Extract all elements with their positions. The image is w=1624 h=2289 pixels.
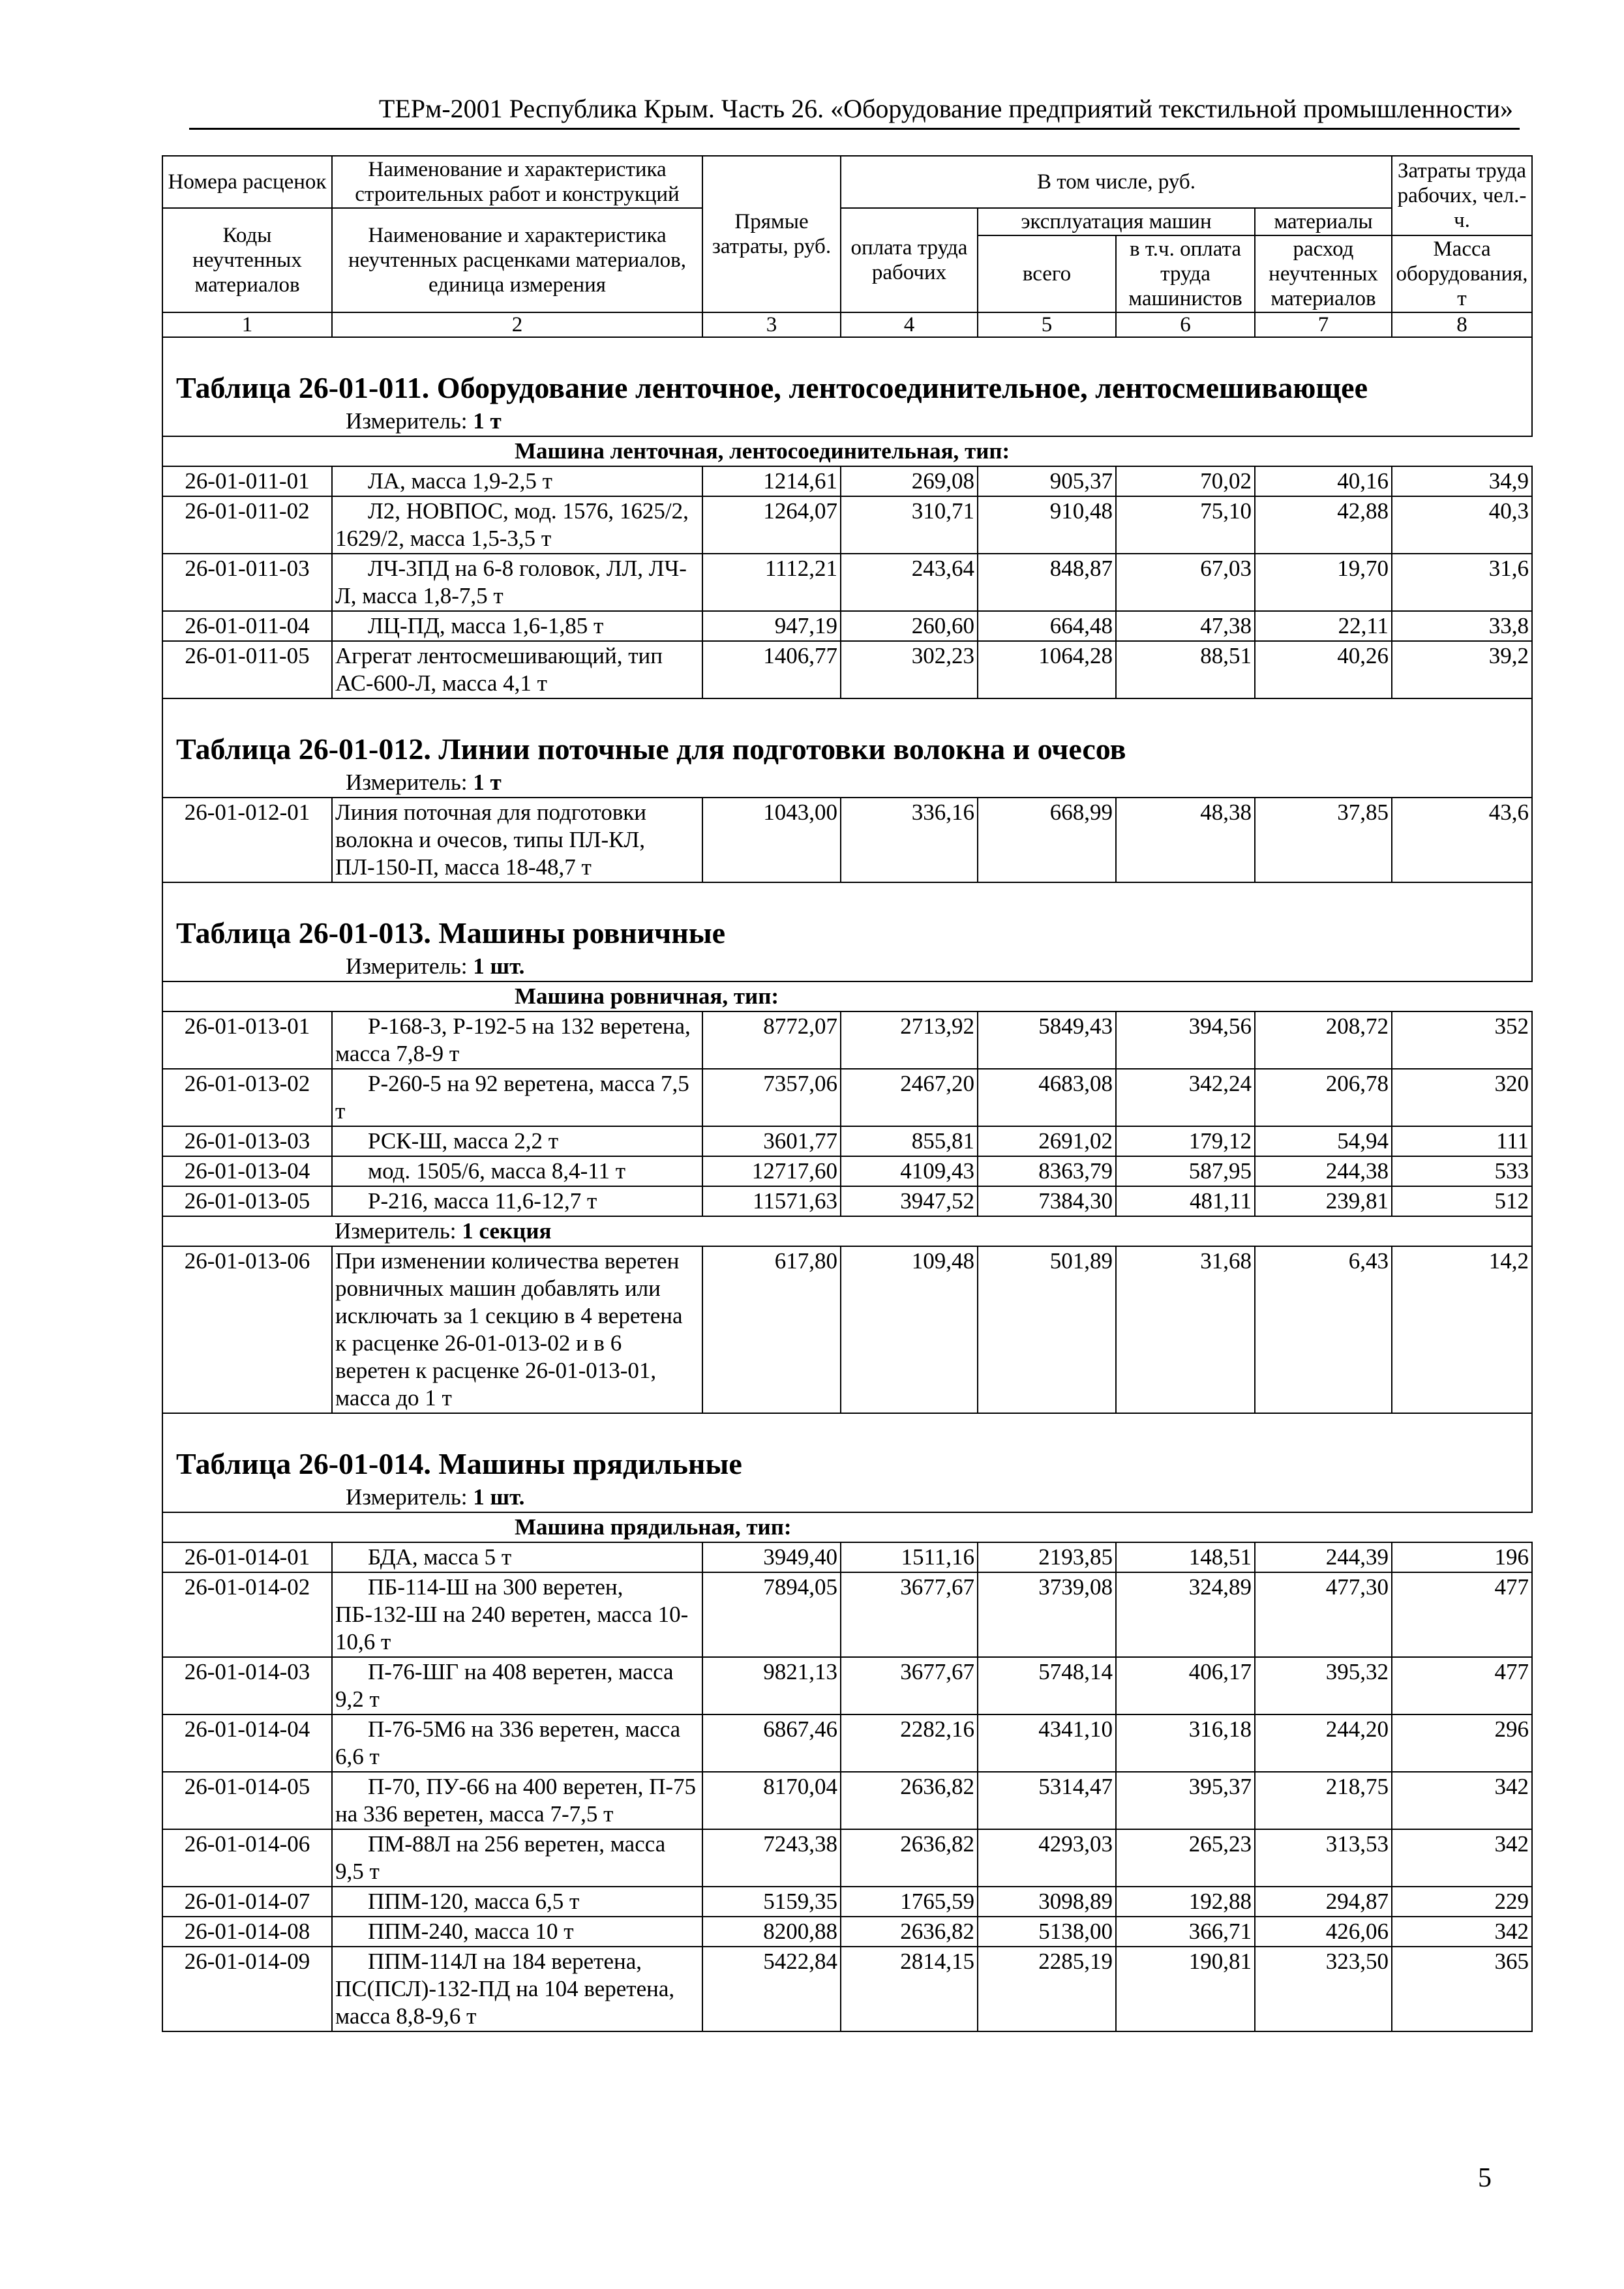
value-materials: 218,75 bbox=[1255, 1772, 1392, 1829]
rate-code: 26-01-012-01 bbox=[162, 798, 332, 882]
rate-name-cell bbox=[332, 1246, 702, 1413]
col-work-name: Наименование и характеристика строительных работ и конструкций bbox=[332, 156, 702, 208]
value-machinists: 47,38 bbox=[1116, 611, 1255, 641]
header-rule bbox=[189, 85, 1520, 130]
table-row bbox=[162, 1714, 1532, 1772]
col-machine-ops: эксплуатация машин bbox=[978, 208, 1255, 235]
value-direct: 1264,07 bbox=[702, 496, 841, 554]
value-machines: 848,87 bbox=[978, 554, 1116, 611]
value-labor: 43,6 bbox=[1392, 798, 1532, 882]
rate-name: Р-260-5 на 92 веретена, масса 7,5 т bbox=[335, 1071, 689, 1124]
subheader-row bbox=[162, 436, 1532, 466]
value-materials: 294,87 bbox=[1255, 1887, 1392, 1917]
col-number: 3 bbox=[702, 312, 841, 337]
rate-name: мод. 1505/6, масса 8,4-11 т bbox=[368, 1158, 626, 1184]
value-materials: 6,43 bbox=[1255, 1246, 1392, 1413]
rate-name: П-76-5М6 на 336 веретен, масса 6,6 т bbox=[335, 1716, 681, 1769]
rate-name-cell bbox=[332, 1542, 702, 1572]
value-direct: 5159,35 bbox=[702, 1887, 841, 1917]
value-pay: 3947,52 bbox=[841, 1186, 978, 1216]
rate-name-cell bbox=[332, 798, 702, 882]
section-meter bbox=[163, 768, 1531, 797]
subheader-row bbox=[162, 981, 1532, 1011]
machine-type-subheader: Машина ровничная, тип: bbox=[332, 981, 1532, 1011]
col-codes: Коды неучтенных материалов bbox=[162, 208, 332, 312]
rate-name-cell bbox=[332, 1657, 702, 1714]
col-number: 4 bbox=[841, 312, 978, 337]
table-row bbox=[162, 1246, 1532, 1413]
col-material-name: Наименование и характеристика неучтенных расценками материалов, единица измерения bbox=[332, 208, 702, 312]
value-materials: 395,32 bbox=[1255, 1657, 1392, 1714]
rate-name: РСК-Ш, масса 2,2 т bbox=[368, 1128, 559, 1154]
section-meter bbox=[332, 1216, 1532, 1246]
rate-name: ПБ-114-Ш на 300 веретен, ПБ-132-Ш на 240 веретен, масса 10-10,6 т bbox=[335, 1574, 689, 1654]
rate-code: 26-01-011-01 bbox=[162, 466, 332, 496]
col-labor: Затраты труда рабочих, чел.-ч. bbox=[1392, 156, 1532, 235]
table-row bbox=[162, 1186, 1532, 1216]
value-materials: 477,30 bbox=[1255, 1572, 1392, 1657]
meter-row bbox=[162, 1216, 1532, 1246]
value-direct: 6867,46 bbox=[702, 1714, 841, 1772]
col-equipment-mass: Масса оборудования, т bbox=[1392, 235, 1532, 312]
rate-name-cell bbox=[332, 1069, 702, 1126]
rate-code: 26-01-013-01 bbox=[162, 1011, 332, 1069]
col-number: 7 bbox=[1255, 312, 1392, 337]
value-labor: 512 bbox=[1392, 1186, 1532, 1216]
rate-name: ППМ-240, масса 10 т bbox=[368, 1919, 574, 1944]
value-labor: 229 bbox=[1392, 1887, 1532, 1917]
rate-name-cell bbox=[332, 1011, 702, 1069]
value-labor: 477 bbox=[1392, 1572, 1532, 1657]
rate-name: П-70, ПУ-66 на 400 веретен, П-75 на 336 веретен, масса 7-7,5 т bbox=[335, 1774, 697, 1827]
value-machines: 3739,08 bbox=[978, 1572, 1116, 1657]
rate-name: БДА, масса 5 т bbox=[368, 1544, 512, 1570]
rate-code: 26-01-013-06 bbox=[162, 1246, 332, 1413]
value-machinists: 75,10 bbox=[1116, 496, 1255, 554]
value-machinists: 192,88 bbox=[1116, 1887, 1255, 1917]
rate-name-cell bbox=[332, 1947, 702, 2031]
section-heading bbox=[162, 882, 1532, 981]
meter-label: Измеритель: bbox=[346, 1484, 468, 1510]
rate-name: Агрегат лентосмешивающий, тип АС-600-Л, масса 4,1 т bbox=[335, 643, 663, 696]
value-machinists: 406,17 bbox=[1116, 1657, 1255, 1714]
table-row bbox=[162, 1542, 1532, 1572]
rate-name: ПМ-88Л на 256 веретен, масса 9,5 т bbox=[335, 1831, 666, 1884]
value-pay: 3677,67 bbox=[841, 1572, 978, 1657]
value-labor: 14,2 bbox=[1392, 1246, 1532, 1413]
rate-name: ППМ-120, масса 6,5 т bbox=[368, 1889, 580, 1914]
rates-table bbox=[162, 155, 1533, 2032]
value-machines: 668,99 bbox=[978, 798, 1116, 882]
rate-code: 26-01-011-03 bbox=[162, 554, 332, 611]
value-pay: 302,23 bbox=[841, 641, 978, 698]
section-heading bbox=[162, 337, 1532, 436]
section-heading bbox=[162, 698, 1532, 798]
col-number: 2 bbox=[332, 312, 702, 337]
subheader-spacer bbox=[162, 436, 332, 466]
value-direct: 1214,61 bbox=[702, 466, 841, 496]
rate-code: 26-01-013-04 bbox=[162, 1156, 332, 1186]
section-title: Таблица 26-01-011. Оборудование ленточное, лентосоединительное, лентосмешивающее bbox=[176, 371, 1368, 404]
col-materials: материалы bbox=[1255, 208, 1392, 235]
value-direct: 7357,06 bbox=[702, 1069, 841, 1126]
value-pay: 1765,59 bbox=[841, 1887, 978, 1917]
meter-value: 1 секция bbox=[462, 1218, 552, 1244]
value-machinists: 67,03 bbox=[1116, 554, 1255, 611]
value-pay: 2713,92 bbox=[841, 1011, 978, 1069]
value-machinists: 48,38 bbox=[1116, 798, 1255, 882]
table-row bbox=[162, 1069, 1532, 1126]
value-direct: 5422,84 bbox=[702, 1947, 841, 2031]
subheader-row bbox=[162, 1512, 1532, 1542]
section-title: Таблица 26-01-013. Машины ровничные bbox=[176, 916, 726, 950]
value-machinists: 190,81 bbox=[1116, 1947, 1255, 2031]
value-machinists: 70,02 bbox=[1116, 466, 1255, 496]
col-number: 6 bbox=[1116, 312, 1255, 337]
rate-name-cell bbox=[332, 1772, 702, 1829]
value-pay: 310,71 bbox=[841, 496, 978, 554]
value-machinists: 265,23 bbox=[1116, 1829, 1255, 1887]
value-pay: 269,08 bbox=[841, 466, 978, 496]
col-number: 1 bbox=[162, 312, 332, 337]
table-row bbox=[162, 1657, 1532, 1714]
value-machinists: 395,37 bbox=[1116, 1772, 1255, 1829]
value-machinists: 366,71 bbox=[1116, 1917, 1255, 1947]
value-machines: 664,48 bbox=[978, 611, 1116, 641]
value-machinists: 316,18 bbox=[1116, 1714, 1255, 1772]
value-machines: 4293,03 bbox=[978, 1829, 1116, 1887]
rate-code: 26-01-011-04 bbox=[162, 611, 332, 641]
value-machines: 5748,14 bbox=[978, 1657, 1116, 1714]
value-labor: 365 bbox=[1392, 1947, 1532, 2031]
col-number: 5 bbox=[978, 312, 1116, 337]
value-machines: 910,48 bbox=[978, 496, 1116, 554]
value-labor: 342 bbox=[1392, 1772, 1532, 1829]
table-row bbox=[162, 496, 1532, 554]
value-pay: 2636,82 bbox=[841, 1917, 978, 1947]
table-row bbox=[162, 1011, 1532, 1069]
section-heading bbox=[162, 1413, 1532, 1512]
rate-name: Р-216, масса 11,6-12,7 т bbox=[368, 1188, 597, 1214]
table-row bbox=[162, 611, 1532, 641]
value-direct: 7243,38 bbox=[702, 1829, 841, 1887]
value-direct: 12717,60 bbox=[702, 1156, 841, 1186]
meter-value: 1 шт. bbox=[473, 953, 525, 979]
rate-name: Линия поточная для подготовки волокна и очесов, типы ПЛ-КЛ, ПЛ-150-П, масса 18-48,7 т bbox=[335, 800, 646, 880]
value-materials: 206,78 bbox=[1255, 1069, 1392, 1126]
value-direct: 8170,04 bbox=[702, 1772, 841, 1829]
table-row bbox=[162, 554, 1532, 611]
value-labor: 39,2 bbox=[1392, 641, 1532, 698]
section-meter bbox=[163, 1483, 1531, 1512]
value-pay: 2636,82 bbox=[841, 1829, 978, 1887]
rate-code: 26-01-013-05 bbox=[162, 1186, 332, 1216]
value-machinists: 324,89 bbox=[1116, 1572, 1255, 1657]
rate-code: 26-01-014-09 bbox=[162, 1947, 332, 2031]
rate-code: 26-01-014-06 bbox=[162, 1829, 332, 1887]
value-machines: 501,89 bbox=[978, 1246, 1116, 1413]
rate-name-cell bbox=[332, 641, 702, 698]
value-machines: 5849,43 bbox=[978, 1011, 1116, 1069]
value-machines: 2691,02 bbox=[978, 1126, 1116, 1156]
value-materials: 244,39 bbox=[1255, 1542, 1392, 1572]
value-machinists: 587,95 bbox=[1116, 1156, 1255, 1186]
rate-name-cell bbox=[332, 1186, 702, 1216]
col-worker-pay: оплата труда рабочих bbox=[841, 208, 978, 312]
value-machinists: 179,12 bbox=[1116, 1126, 1255, 1156]
value-pay: 4109,43 bbox=[841, 1156, 978, 1186]
table-row bbox=[162, 1887, 1532, 1917]
value-machines: 905,37 bbox=[978, 466, 1116, 496]
value-machines: 5314,47 bbox=[978, 1772, 1116, 1829]
value-materials: 40,26 bbox=[1255, 641, 1392, 698]
value-materials: 54,94 bbox=[1255, 1126, 1392, 1156]
value-pay: 260,60 bbox=[841, 611, 978, 641]
value-pay: 243,64 bbox=[841, 554, 978, 611]
col-direct-costs: Прямые затраты, руб. bbox=[702, 156, 841, 312]
value-labor: 296 bbox=[1392, 1714, 1532, 1772]
meter-value: 1 шт. bbox=[473, 1484, 525, 1510]
value-direct: 8200,88 bbox=[702, 1917, 841, 1947]
value-materials: 244,20 bbox=[1255, 1714, 1392, 1772]
rate-code: 26-01-014-02 bbox=[162, 1572, 332, 1657]
meter-label: Измеритель: bbox=[346, 953, 468, 979]
col-rate-number: Номера расценок bbox=[162, 156, 332, 208]
table-row bbox=[162, 1572, 1532, 1657]
col-machine-total: всего bbox=[978, 235, 1116, 312]
value-materials: 239,81 bbox=[1255, 1186, 1392, 1216]
value-machines: 4341,10 bbox=[978, 1714, 1116, 1772]
value-labor: 31,6 bbox=[1392, 554, 1532, 611]
rate-code: 26-01-014-07 bbox=[162, 1887, 332, 1917]
machine-type-subheader: Машина прядильная, тип: bbox=[332, 1512, 1532, 1542]
value-labor: 320 bbox=[1392, 1069, 1532, 1126]
rate-name-cell bbox=[332, 1714, 702, 1772]
rate-name: При изменении количества веретен ровничных машин добавлять или исключать за 1 секцию в 4 веретена к расценке 26-01-013-02 и в 6 веретен к расценке 26-01-013-01, масса до 1 т bbox=[335, 1248, 683, 1411]
value-materials: 42,88 bbox=[1255, 496, 1392, 554]
table-row bbox=[162, 1126, 1532, 1156]
rate-code: 26-01-014-01 bbox=[162, 1542, 332, 1572]
value-materials: 40,16 bbox=[1255, 466, 1392, 496]
section-title: Таблица 26-01-012. Линии поточные для подготовки волокна и очесов bbox=[176, 732, 1126, 766]
section-meter bbox=[163, 952, 1531, 981]
section-heading-row bbox=[162, 882, 1532, 981]
value-labor: 33,8 bbox=[1392, 611, 1532, 641]
value-labor: 40,3 bbox=[1392, 496, 1532, 554]
value-direct: 3949,40 bbox=[702, 1542, 841, 1572]
value-machines: 7384,30 bbox=[978, 1186, 1116, 1216]
rate-name-cell bbox=[332, 496, 702, 554]
value-direct: 617,80 bbox=[702, 1246, 841, 1413]
value-pay: 109,48 bbox=[841, 1246, 978, 1413]
rate-name-cell bbox=[332, 1887, 702, 1917]
value-machines: 3098,89 bbox=[978, 1887, 1116, 1917]
value-machinists: 31,68 bbox=[1116, 1246, 1255, 1413]
meter-spacer bbox=[162, 1216, 332, 1246]
rate-name-cell bbox=[332, 1917, 702, 1947]
value-pay: 855,81 bbox=[841, 1126, 978, 1156]
value-direct: 947,19 bbox=[702, 611, 841, 641]
value-materials: 426,06 bbox=[1255, 1917, 1392, 1947]
rate-name-cell bbox=[332, 554, 702, 611]
value-materials: 313,53 bbox=[1255, 1829, 1392, 1887]
value-machines: 8363,79 bbox=[978, 1156, 1116, 1186]
rate-name: ППМ-114Л на 184 веретена, ПС(ПСЛ)-132-ПД на 104 веретена, масса 8,8-9,6 т bbox=[335, 1949, 675, 2029]
col-including: В том числе, руб. bbox=[841, 156, 1392, 208]
meter-label: Измеритель: bbox=[346, 408, 468, 434]
value-pay: 2814,15 bbox=[841, 1947, 978, 2031]
rate-name: Р-168-3, Р-192-5 на 132 веретена, масса 7,8-9 т bbox=[335, 1013, 691, 1066]
meter-value: 1 т bbox=[473, 770, 502, 795]
col-unaccounted-materials: расход неучтенных материалов bbox=[1255, 235, 1392, 312]
rate-name: ЛА, масса 1,9-2,5 т bbox=[368, 468, 552, 494]
page-header: ТЕРм-2001 Республика Крым. Часть 26. «Оборудование предприятий текстильной промышленности» bbox=[378, 94, 1513, 123]
value-pay: 3677,67 bbox=[841, 1657, 978, 1714]
rate-name-cell bbox=[332, 1572, 702, 1657]
value-pay: 2467,20 bbox=[841, 1069, 978, 1126]
value-materials: 22,11 bbox=[1255, 611, 1392, 641]
rate-name-cell bbox=[332, 1156, 702, 1186]
value-materials: 323,50 bbox=[1255, 1947, 1392, 2031]
rate-name: ЛЧ-3ПД на 6-8 головок, ЛЛ, ЛЧ-Л, масса 1,8-7,5 т bbox=[335, 556, 687, 608]
col-machinist-pay: в т.ч. оплата труда машинистов bbox=[1116, 235, 1255, 312]
value-direct: 3601,77 bbox=[702, 1126, 841, 1156]
section-heading-row bbox=[162, 698, 1532, 798]
value-labor: 111 bbox=[1392, 1126, 1532, 1156]
value-pay: 336,16 bbox=[841, 798, 978, 882]
rate-code: 26-01-014-05 bbox=[162, 1772, 332, 1829]
rate-code: 26-01-011-05 bbox=[162, 641, 332, 698]
table-row bbox=[162, 798, 1532, 882]
meter-label: Измеритель: bbox=[335, 1218, 457, 1244]
table-row bbox=[162, 641, 1532, 698]
value-pay: 2282,16 bbox=[841, 1714, 978, 1772]
table-row bbox=[162, 1947, 1532, 2031]
section-heading-row bbox=[162, 1413, 1532, 1512]
table-row bbox=[162, 1772, 1532, 1829]
value-machines: 2193,85 bbox=[978, 1542, 1116, 1572]
value-direct: 9821,13 bbox=[702, 1657, 841, 1714]
value-labor: 196 bbox=[1392, 1542, 1532, 1572]
value-labor: 352 bbox=[1392, 1011, 1532, 1069]
value-machines: 5138,00 bbox=[978, 1917, 1116, 1947]
table-row bbox=[162, 1829, 1532, 1887]
col-number: 8 bbox=[1392, 312, 1532, 337]
value-labor: 477 bbox=[1392, 1657, 1532, 1714]
value-machines: 2285,19 bbox=[978, 1947, 1116, 2031]
subheader-spacer bbox=[162, 1512, 332, 1542]
value-materials: 37,85 bbox=[1255, 798, 1392, 882]
table-row bbox=[162, 1156, 1532, 1186]
rate-name: Л2, НОВПОС, мод. 1576, 1625/2, 1629/2, масса 1,5-3,5 т bbox=[335, 498, 689, 551]
table-row bbox=[162, 466, 1532, 496]
value-direct: 1406,77 bbox=[702, 641, 841, 698]
value-pay: 2636,82 bbox=[841, 1772, 978, 1829]
value-machinists: 88,51 bbox=[1116, 641, 1255, 698]
rate-name: П-76-ШГ на 408 веретен, масса 9,2 т bbox=[335, 1659, 674, 1712]
subheader-spacer bbox=[162, 981, 332, 1011]
rate-name-cell bbox=[332, 466, 702, 496]
page-number: 5 bbox=[1478, 2163, 1492, 2193]
value-machinists: 148,51 bbox=[1116, 1542, 1255, 1572]
value-materials: 19,70 bbox=[1255, 554, 1392, 611]
value-direct: 1112,21 bbox=[702, 554, 841, 611]
value-labor: 533 bbox=[1392, 1156, 1532, 1186]
rate-code: 26-01-014-04 bbox=[162, 1714, 332, 1772]
meter-label: Измеритель: bbox=[346, 770, 468, 795]
value-materials: 244,38 bbox=[1255, 1156, 1392, 1186]
rate-name-cell bbox=[332, 1829, 702, 1887]
rate-name-cell bbox=[332, 611, 702, 641]
section-heading-row bbox=[162, 337, 1532, 436]
rate-name-cell bbox=[332, 1126, 702, 1156]
rate-code: 26-01-013-02 bbox=[162, 1069, 332, 1126]
value-labor: 342 bbox=[1392, 1917, 1532, 1947]
machine-type-subheader: Машина ленточная, лентосоединительная, тип: bbox=[332, 436, 1532, 466]
rate-name: ЛЦ-ПД, масса 1,6-1,85 т bbox=[368, 613, 604, 638]
value-labor: 342 bbox=[1392, 1829, 1532, 1887]
value-direct: 8772,07 bbox=[702, 1011, 841, 1069]
section-meter bbox=[163, 407, 1531, 436]
rate-code: 26-01-013-03 bbox=[162, 1126, 332, 1156]
section-title: Таблица 26-01-014. Машины прядильные bbox=[176, 1447, 742, 1480]
rate-code: 26-01-014-03 bbox=[162, 1657, 332, 1714]
rate-code: 26-01-011-02 bbox=[162, 496, 332, 554]
value-pay: 1511,16 bbox=[841, 1542, 978, 1572]
value-machinists: 394,56 bbox=[1116, 1011, 1255, 1069]
value-direct: 7894,05 bbox=[702, 1572, 841, 1657]
value-materials: 208,72 bbox=[1255, 1011, 1392, 1069]
value-labor: 34,9 bbox=[1392, 466, 1532, 496]
value-direct: 11571,63 bbox=[702, 1186, 841, 1216]
meter-value: 1 т bbox=[473, 408, 502, 434]
table-row bbox=[162, 1917, 1532, 1947]
value-direct: 1043,00 bbox=[702, 798, 841, 882]
value-machines: 1064,28 bbox=[978, 641, 1116, 698]
value-machines: 4683,08 bbox=[978, 1069, 1116, 1126]
value-machinists: 342,24 bbox=[1116, 1069, 1255, 1126]
value-machinists: 481,11 bbox=[1116, 1186, 1255, 1216]
rate-code: 26-01-014-08 bbox=[162, 1917, 332, 1947]
